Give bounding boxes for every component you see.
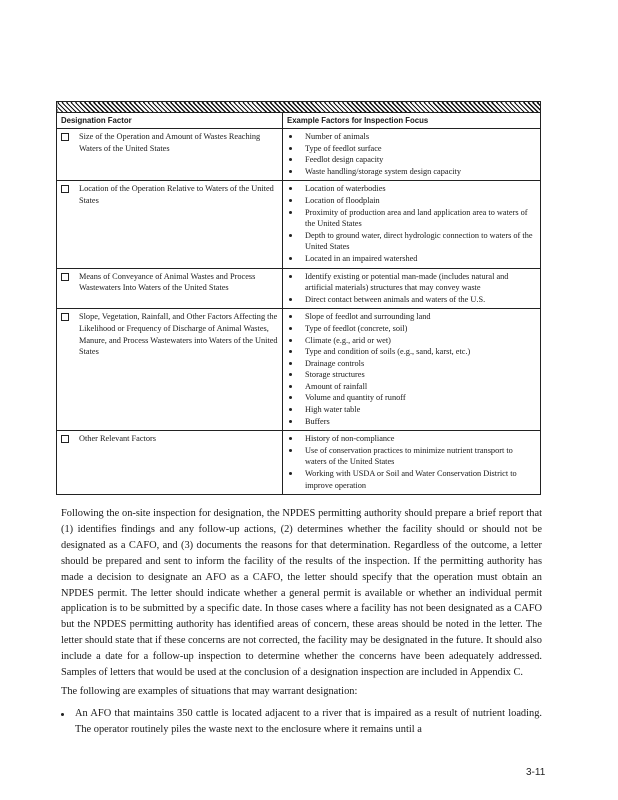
bullet-icon [289, 199, 292, 202]
designation-factor-text: Slope, Vegetation, Rainfall, and Other Factors Affecting the Likelihood or Frequency of Discharge of Animal Wastes, Manure, and Process Wastewaters into Waters of the United States [79, 312, 278, 357]
list-item [287, 294, 536, 306]
bullet-icon [289, 449, 292, 452]
example-factor-text: Slope of feedlot and surrounding land [305, 312, 431, 322]
table-header-row [57, 113, 541, 129]
designation-factor-text: Location of the Operation Relative to Waters of the United States [79, 184, 274, 205]
bullet-icon [289, 408, 292, 411]
list-item [287, 143, 536, 155]
example-factor-text: Feedlot design capacity [305, 155, 384, 165]
bullet-icon [289, 257, 292, 260]
list-item [287, 207, 536, 230]
designation-factor-cell [57, 309, 283, 431]
bullet-icon [289, 187, 292, 190]
bullet-icon [289, 339, 292, 342]
list-item [287, 416, 536, 428]
example-situations-list [61, 706, 542, 738]
checkbox-icon [61, 133, 69, 141]
body-text [61, 506, 542, 738]
example-factors-list [283, 269, 540, 309]
example-factor-text: Storage structures [305, 370, 365, 380]
table-row [57, 268, 541, 309]
bullet-icon [289, 211, 292, 214]
example-factor-text: Volume and quantity of runoff [305, 393, 406, 403]
designation-factor-cell [57, 431, 283, 495]
bullet-icon [289, 373, 292, 376]
example-factors-cell [283, 181, 541, 268]
header-example-factors: Example Factors for Inspection Focus [283, 113, 541, 129]
example-factors-cell [283, 431, 541, 495]
example-factor-text: Number of animals [305, 132, 370, 141]
checkbox-icon [61, 435, 69, 443]
example-factor-text: Located in an impaired watershed [305, 253, 418, 263]
bullet-icon [289, 385, 292, 388]
bullet-icon [289, 275, 292, 278]
example-factor-text: Direct contact between animals and waters of the U.S. [305, 294, 486, 304]
example-factor-text: Drainage controls [305, 358, 365, 368]
list-item [287, 271, 536, 294]
example-factor-text: Type and condition of soils (e.g., sand, karst, etc.) [305, 347, 471, 357]
page-number: 3-11 [526, 767, 546, 778]
example-factor-text: Working with USDA or Soil and Water Conservation District to improve operation [305, 469, 517, 490]
bullet-icon [289, 350, 292, 353]
list-item [287, 358, 536, 370]
checkbox-icon [61, 313, 69, 321]
list-item [287, 346, 536, 358]
example-factors-cell [283, 268, 541, 309]
list-item [287, 253, 536, 265]
table-title-bar [57, 102, 541, 113]
bullet-icon [289, 158, 292, 161]
designation-factor-text: Other Relevant Factors [79, 434, 156, 444]
list-item [287, 183, 536, 195]
designation-factor-cell [57, 268, 283, 309]
checkbox-icon [61, 273, 69, 281]
designation-factors-table [56, 101, 541, 495]
example-factor-text: Amount of rainfall [305, 381, 368, 391]
paragraph: The following are examples of situations that may warrant designation: [61, 685, 358, 697]
table-row [57, 129, 541, 181]
example-factor-text: Location of floodplain [305, 195, 380, 205]
list-item [287, 404, 536, 416]
example-factors-list [283, 431, 540, 494]
example-factors-list [283, 181, 540, 267]
bullet-icon [289, 315, 292, 318]
list-item [61, 706, 542, 738]
bullet-icon [289, 298, 292, 301]
list-item [287, 445, 536, 468]
designation-factor-text: Means of Conveyance of Animal Wastes and Process Wastewaters Into Waters of the United States [79, 271, 256, 293]
example-factor-text: Identify existing or potential man-made (includes natural and artificial materials) structures that may convey waste [305, 271, 509, 293]
bullet-icon [289, 437, 292, 440]
list-item [287, 369, 536, 381]
list-item [287, 131, 536, 143]
bullet-text: An AFO that maintains 350 cattle is located adjacent to a river that is impaired as a result of nutrient loading. The operator routinely piles the waste next to the enclosure where it remains until a [75, 707, 542, 735]
table-row [57, 309, 541, 431]
designation-factor-cell [57, 181, 283, 268]
example-factor-text: Type of feedlot (concrete, soil) [305, 323, 408, 333]
list-item [287, 230, 536, 253]
bullet-icon [289, 135, 292, 138]
example-factors-cell [283, 309, 541, 431]
bullet-icon [289, 147, 292, 150]
example-factor-text: Climate (e.g., arid or wet) [305, 335, 391, 345]
example-factor-text: Type of feedlot surface [305, 143, 382, 153]
example-factors-list [283, 129, 540, 180]
bullet-icon [289, 472, 292, 475]
list-item [287, 335, 536, 347]
list-item [287, 468, 536, 491]
example-factor-text: Depth to ground water, direct hydrologic connection to waters of the United States [305, 230, 533, 252]
table-row [57, 181, 541, 268]
example-factor-text: High water table [305, 405, 361, 415]
list-item [287, 381, 536, 393]
example-factor-text: Location of waterbodies [305, 184, 386, 194]
list-item [287, 195, 536, 207]
bullet-icon [61, 713, 64, 716]
designation-factor-cell [57, 129, 283, 181]
table-body [57, 129, 541, 495]
bullet-icon [289, 234, 292, 237]
list-item [287, 392, 536, 404]
bullet-icon [289, 420, 292, 423]
list-item [287, 433, 536, 445]
paragraph: Following the on-site inspection for designation, the NPDES permitting authority should prepare a brief report that (1) identifies findings and any follow-up actions, (2) determines whether the facility should or should not be designated as a CAFO, and (3) documents the reasons for that determination. Regardless of the outcome, a letter should be prepared and sent to inform the facility of the results of the inspection. If the permitting authority has made a decision to designate an AFO as a CAFO, the letter should specify that the operation must obtain an NPDES permit. The letter should indicate whether a general permit is available or whether an individual permit application is to be submitted by a specific date. In those cases where a facility has not been designated as a CAFO but the NPDES permitting authority has identified areas of concern, these areas should be noted in the letter. The letter should state that if these concerns are not corrected, the facility may be designated in the future. It should also include a date for a follow-up inspection to determine whether the concerns have been adequately addressed. Samples of letters that would be used at the conclusion of a designation inspection are included in Appendix C. [61, 508, 542, 679]
example-factors-cell [283, 129, 541, 181]
list-item [287, 311, 536, 323]
checkbox-icon [61, 185, 69, 193]
example-factor-text: Waste handling/storage system design capacity [305, 166, 462, 176]
bullet-icon [289, 170, 292, 173]
example-factor-text: Proximity of production area and land application area to waters of the United States [305, 207, 528, 229]
bullet-icon [289, 362, 292, 365]
list-item [287, 323, 536, 335]
list-item [287, 154, 536, 166]
list-item [287, 166, 536, 178]
header-designation-factor: Designation Factor [57, 113, 283, 129]
designation-factor-text: Size of the Operation and Amount of Wastes Reaching Waters of the United States [79, 132, 261, 153]
table-row [57, 431, 541, 495]
bullet-icon [289, 327, 292, 330]
example-factor-text: History of non-compliance [305, 434, 395, 444]
example-factor-text: Use of conservation practices to minimize nutrient transport to waters of the United States [305, 445, 513, 467]
example-factors-list [283, 309, 540, 430]
example-factor-text: Buffers [305, 416, 330, 426]
bullet-icon [289, 396, 292, 399]
